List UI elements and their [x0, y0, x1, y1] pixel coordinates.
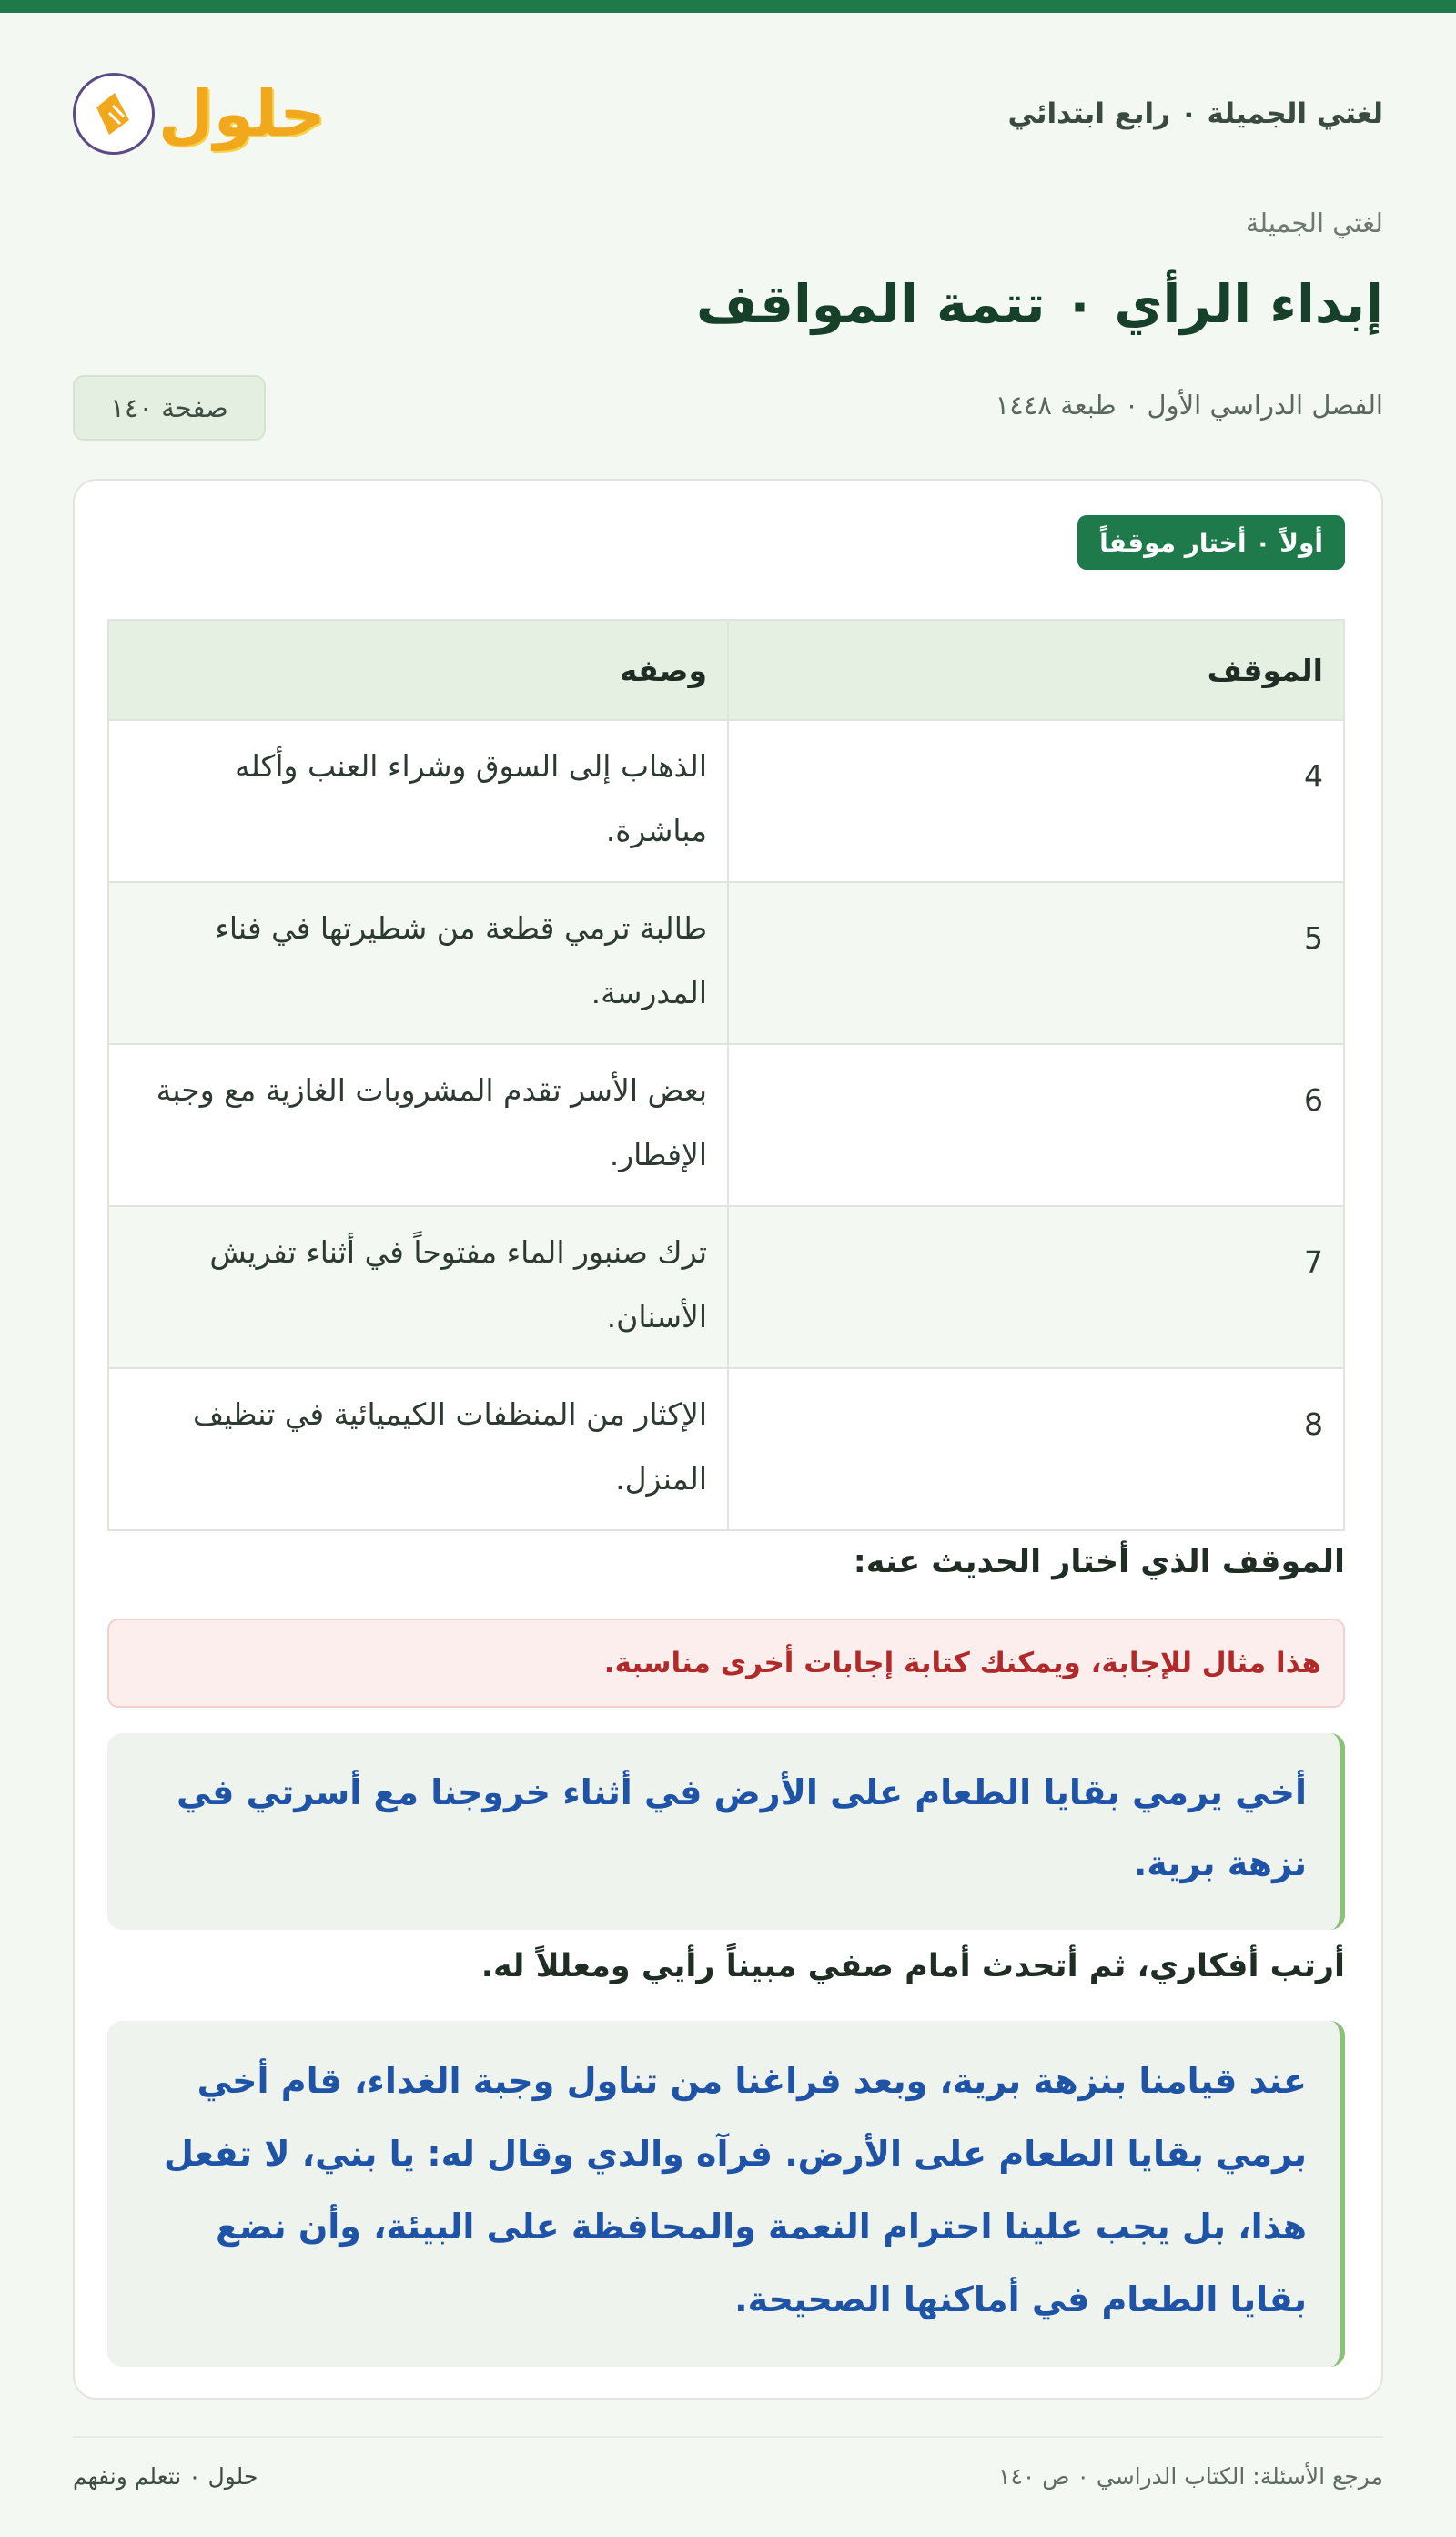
situation-number: 6 — [728, 1044, 1344, 1206]
footer-brand: حلول ٠ نتعلم ونفهم — [73, 2463, 258, 2490]
section-badge: أولاً ٠ أختار موقفاً — [1077, 515, 1345, 570]
question-chosen-situation: الموقف الذي أختار الحديث عنه: — [853, 1544, 1345, 1580]
situation-description: الذهاب إلى السوق وشراء العنب وأكله مباشرة. — [108, 720, 728, 882]
table-header-row — [108, 620, 1344, 720]
page-title: إبداء الرأي ٠ تتمة المواقف — [696, 273, 1383, 335]
answer-chosen-situation: أخي يرمي بقايا الطعام على الأرض في أثناء خروجنا مع أسرتي في نزهة برية. — [107, 1733, 1345, 1930]
page-header — [73, 64, 1383, 164]
header-title: لغتي الجميلة ٠ رابع ابتدائي — [1007, 97, 1383, 130]
situations-table — [107, 619, 1345, 1531]
table-row — [108, 1044, 1344, 1206]
situation-description: ترك صنبور الماء مفتوحاً في أثناء تفريش الأسنان. — [108, 1206, 728, 1368]
sample-answer-note: هذا مثال للإجابة، ويمكنك كتابة إجابات أخرى مناسبة. — [107, 1619, 1345, 1708]
table-row — [108, 1206, 1344, 1368]
situation-number: 7 — [728, 1206, 1344, 1368]
subject-label: لغتي الجميلة — [1245, 208, 1383, 238]
table-row — [108, 720, 1344, 882]
column-header-description: وصفه — [108, 620, 728, 720]
situation-number: 8 — [728, 1368, 1344, 1530]
content-card — [73, 479, 1383, 2400]
situation-number: 5 — [728, 882, 1344, 1044]
situation-description: بعض الأسر تقدم المشروبات الغازية مع وجبة الإفطار. — [108, 1044, 728, 1206]
top-accent-bar — [0, 0, 1456, 13]
page-number-badge: صفحة ١٤٠ — [73, 375, 266, 441]
answer-opinion-speech: عند قيامنا بنزهة برية، وبعد فراغنا من تناول وجبة الغداء، قام أخي برمي بقايا الطعام على الأرض. فرآه والدي وقال له: يا بني، لا تفعل هذا، بل يجب علينا احترام النعمة والمحافظة على البيئة، وأن نضع بقايا الطعام في أماكنها الصحيحة. — [107, 2021, 1345, 2367]
situation-description: الإكثار من المنظفات الكيميائية في تنظيف المنزل. — [108, 1368, 728, 1530]
table-row — [108, 882, 1344, 1044]
book-icon — [73, 73, 155, 155]
term-label: الفصل الدراسي الأول ٠ طبعة ١٤٤٨ — [995, 390, 1383, 421]
situation-description: طالبة ترمي قطعة من شطيرتها في فناء المدرسة. — [108, 882, 728, 1044]
situation-number: 4 — [728, 720, 1344, 882]
footer-divider — [73, 2436, 1383, 2438]
footer-reference: مرجع الأسئلة: الكتاب الدراسي ٠ ص ١٤٠ — [998, 2463, 1383, 2490]
brand-logo[interactable] — [73, 73, 326, 155]
question-arrange-ideas: أرتب أفكاري، ثم أتحدث أمام صفي مبيناً رأيي ومعللاً له. — [480, 1948, 1345, 1984]
column-header-situation: الموقف — [728, 620, 1344, 720]
table-row — [108, 1368, 1344, 1530]
logo-text: حلول — [158, 76, 326, 151]
